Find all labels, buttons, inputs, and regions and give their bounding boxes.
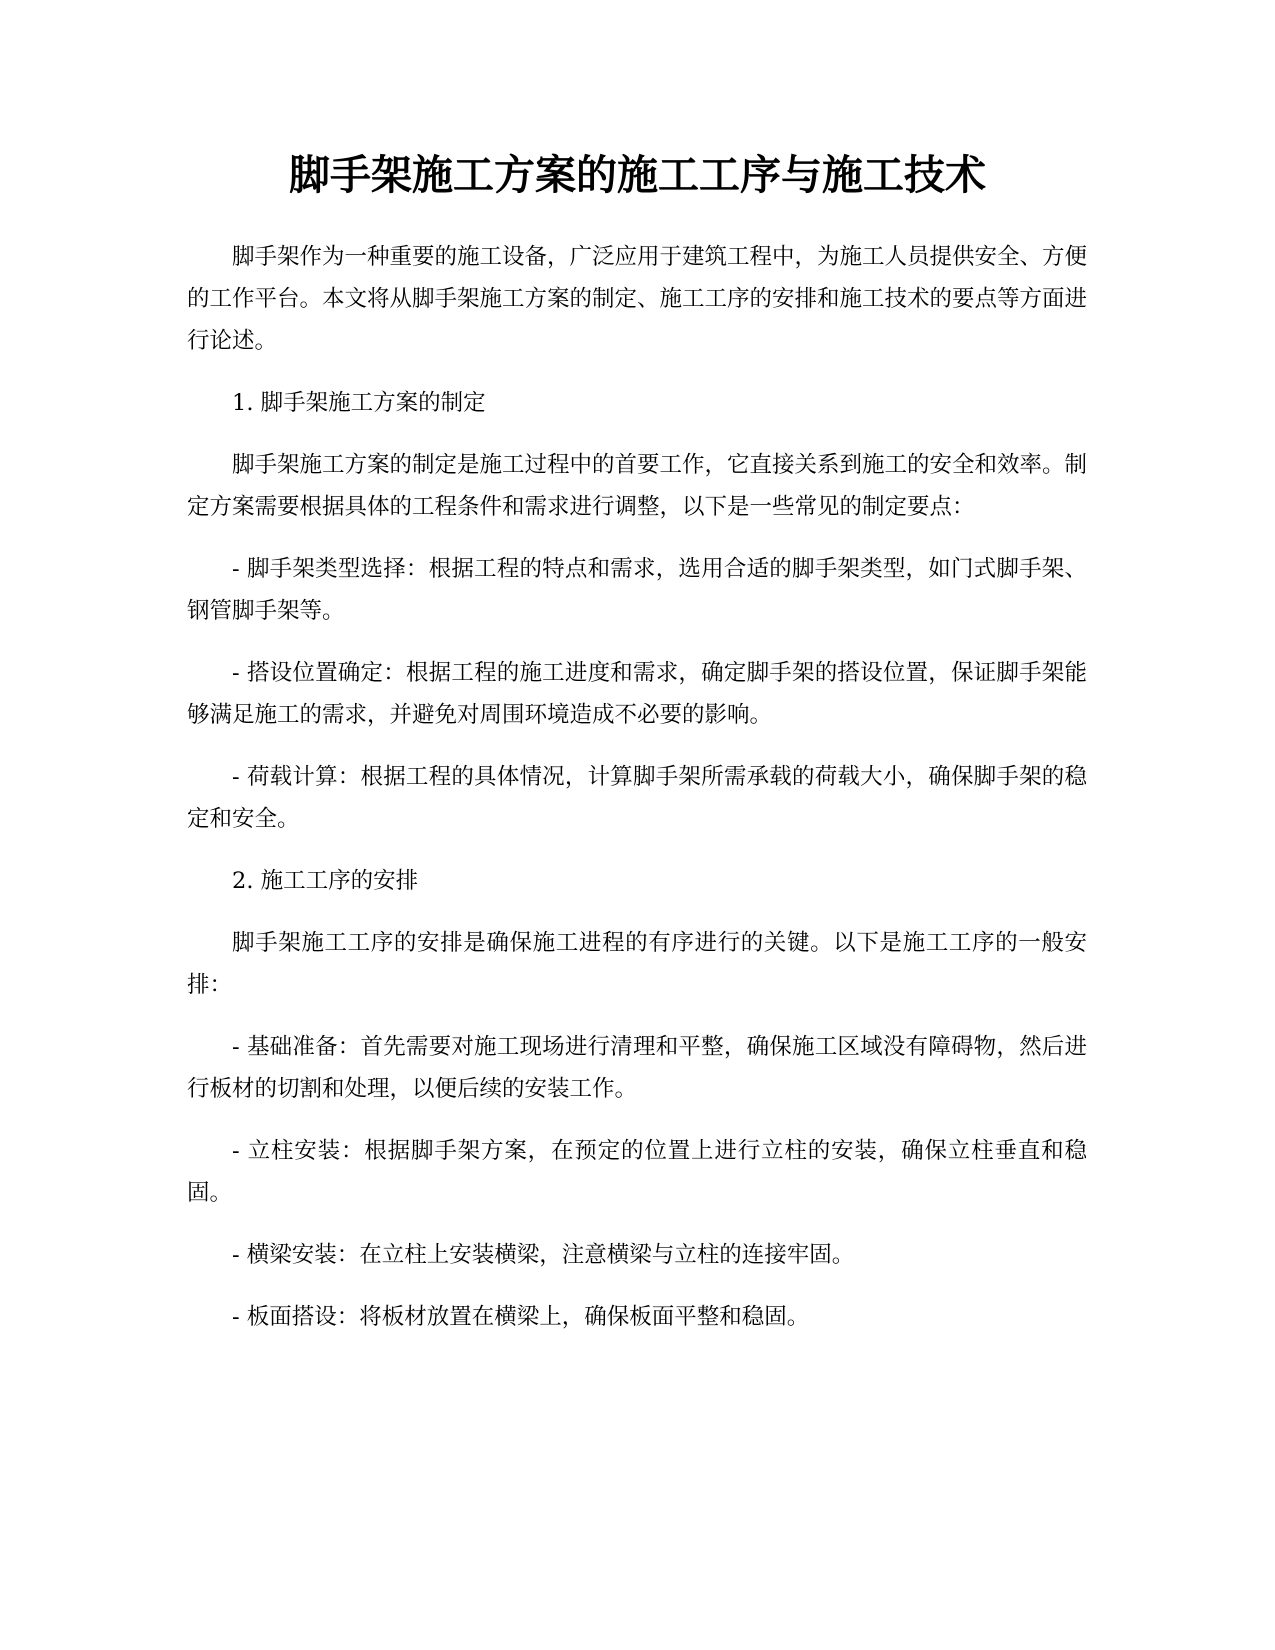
section-heading-2: 2. 施工工序的安排: [232, 868, 419, 894]
intro-paragraph: 脚手架作为一种重要的施工设备，广泛应用于建筑工程中，为施工人员提供安全、方便的工作平台。本文将从脚手架施工方案的制定、施工工序的安排和施工技术的要点等方面进行论述。: [187, 244, 1088, 354]
section-1-paragraph: 脚手架施工方案的制定是施工过程中的首要工作，它直接关系到施工的安全和效率。制定方案需要根据具体的工程条件和需求进行调整，以下是一些常见的制定要点：: [187, 452, 1088, 520]
list-item-beam-install: - 横梁安装：在立柱上安装横梁，注意横梁与立柱的连接牢固。: [232, 1242, 855, 1268]
document-title: 脚手架施工方案的施工工序与施工技术: [289, 151, 986, 199]
list-item-board-install: - 板面搭设：将板材放置在横梁上，确保板面平整和稳固。: [232, 1304, 810, 1330]
list-item-column-install: - 立柱安装：根据脚手架方案，在预定的位置上进行立柱的安装，确保立柱垂直和稳固。: [187, 1138, 1087, 1206]
list-item-position: - 搭设位置确定：根据工程的施工进度和需求，确定脚手架的搭设位置，保证脚手架能够满足施工的需求，并避免对周围环境造成不必要的影响。: [187, 660, 1087, 728]
section-heading-1: 1. 脚手架施工方案的制定: [232, 390, 486, 416]
list-item-load-calculation: - 荷载计算：根据工程的具体情况，计算脚手架所需承载的荷载大小，确保脚手架的稳定和安全。: [187, 764, 1087, 832]
list-item-scaffold-type: - 脚手架类型选择：根据工程的特点和需求，选用合适的脚手架类型，如门式脚手架、钢管脚手架等。: [187, 556, 1087, 624]
list-item-foundation: - 基础准备：首先需要对施工现场进行清理和平整，确保施工区域没有障碍物，然后进行板材的切割和处理，以便后续的安装工作。: [187, 1034, 1087, 1102]
section-2-paragraph: 脚手架施工工序的安排是确保施工进程的有序进行的关键。以下是施工工序的一般安排：: [187, 930, 1087, 998]
document-body: [187, 236, 1087, 1358]
